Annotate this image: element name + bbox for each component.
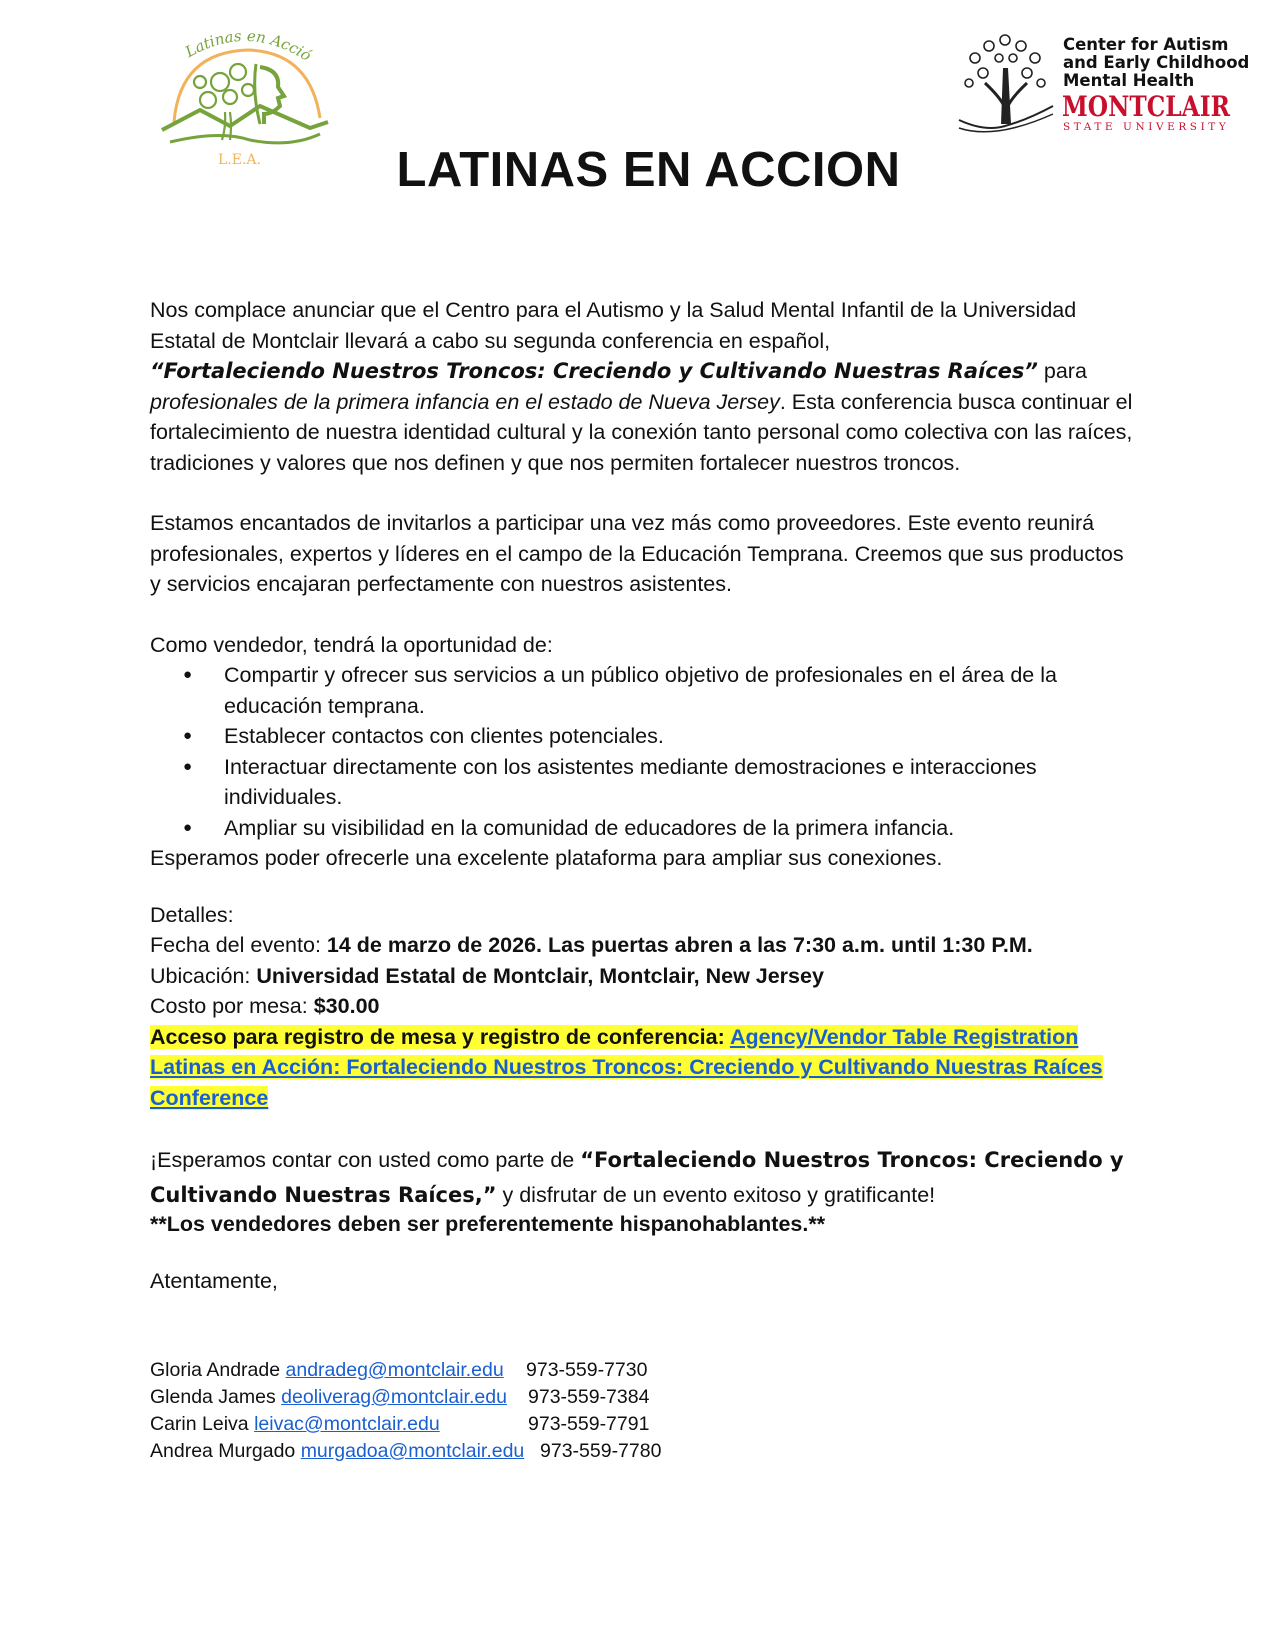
vendor-lead: Como vendedor, tendrá la oportunidad de: bbox=[150, 632, 553, 657]
intro-text-3: . Esta conferencia busca continuar el fortalecimiento de nuestra identidad cultural y la conexión tanto personal como colectiva con las raíces, tradiciones y valores que nos definen y que nos permiten fortalecer nuestros troncos. bbox=[150, 389, 1133, 475]
registration-label: Acceso para registro de mesa y registro de conferencia: bbox=[150, 1024, 730, 1049]
location-label: Ubicación: bbox=[150, 963, 257, 988]
cost-value: $30.00 bbox=[313, 994, 380, 1018]
contact-email[interactable]: deoliverag@montclair.edu bbox=[281, 1386, 507, 1408]
list-item: ● Ampliar su visibilidad en la comunidad de educadores de la primera infancia. bbox=[224, 813, 1135, 844]
contact-phone: 973-559-7780 bbox=[540, 1440, 662, 1462]
contact-phone: 973-559-7791 bbox=[528, 1413, 650, 1435]
vendor-language-note-text: **Los vendedores deben ser preferentemente hispanohablantes.** bbox=[150, 1212, 826, 1236]
registration-link[interactable]: Agency/Vendor Table Registration Latinas en Acción: Fortaleciendo Nuestros Troncos: Creciendo y Cultivando Nuestras Raíces Conference bbox=[150, 1024, 1103, 1110]
contact-row bbox=[150, 1384, 650, 1411]
details-heading: Detalles: bbox=[150, 902, 234, 927]
intro-paragraph bbox=[150, 295, 1135, 478]
contact-email[interactable]: andradeg@montclair.edu bbox=[285, 1359, 504, 1381]
logo-line-2: and Early Childhood bbox=[1063, 53, 1250, 72]
event-date bbox=[150, 930, 1135, 961]
intro-text-1: Nos complace anunciar que el Centro para el Autismo y la Salud Mental Infantil de la Universidad Estatal de Montclair llevará a cabo su segunda conferencia en español, bbox=[150, 298, 1077, 353]
intro-audience: profesionales de la primera infancia en el estado de Nueva Jersey bbox=[150, 389, 780, 414]
invite-paragraph: Estamos encantados de invitarlos a participar una vez más como proveedores. Este evento reunirá profesionales, expertos y líderes en el campo de la Educación Temprana. Creemos que sus productos y servicios encajaran perfectamente con nuestros asistentes. bbox=[150, 511, 1124, 596]
page-title: LATINAS EN ACCION bbox=[396, 143, 901, 197]
contact-row bbox=[150, 1411, 650, 1438]
intro-text-2: para bbox=[1037, 359, 1087, 383]
date-value: 14 de marzo de 2026. Las puertas abren a las 7:30 a.m. until 1:30 P.M. bbox=[326, 933, 1033, 957]
logo-sub-text: L.E.A. bbox=[218, 152, 261, 168]
contact-email[interactable]: murgadoa@montclair.edu bbox=[300, 1440, 525, 1462]
vendor-language-note bbox=[150, 1209, 1135, 1240]
contact-row bbox=[150, 1438, 662, 1465]
contact-name: Carin Leiva bbox=[150, 1413, 255, 1435]
contact-name: Glenda James bbox=[150, 1386, 282, 1408]
cost-label: Costo por mesa: bbox=[150, 994, 314, 1018]
closing-text-2: y disfrutar de un evento exitoso y gratificante! bbox=[496, 1183, 936, 1207]
contact-name: Gloria Andrade bbox=[150, 1359, 286, 1381]
contact-phone: 973-559-7384 bbox=[528, 1386, 650, 1408]
montclair-center-logo bbox=[955, 28, 1255, 138]
logo-arc-text: Latinas en Acció bbox=[182, 26, 315, 65]
list-item: ● Establecer contactos con clientes potenciales. bbox=[224, 721, 1135, 752]
letter-body bbox=[150, 295, 1135, 1296]
logo-line-3: Mental Health bbox=[1063, 71, 1195, 90]
logo-brand: MONTCLAIR bbox=[1062, 90, 1231, 123]
montclair-tree-logo-icon bbox=[955, 28, 1255, 138]
contact-row bbox=[150, 1357, 648, 1384]
signoff: Atentamente, bbox=[150, 1268, 278, 1293]
vendor-benefits-list bbox=[150, 660, 1135, 843]
table-cost bbox=[150, 991, 1135, 1022]
svg-text:Latinas en Acción bbox=[160, 22, 315, 65]
list-item: ● Compartir y ofrecer sus servicios a un público objetivo de profesionales en el área de la educación temprana. bbox=[224, 660, 1135, 721]
event-location bbox=[150, 961, 1135, 992]
contact-email[interactable]: leivac@montclair.edu bbox=[254, 1413, 440, 1435]
location-value: Universidad Estatal de Montclair, Montclair, New Jersey bbox=[256, 963, 824, 988]
contact-phone: 973-559-7730 bbox=[526, 1359, 648, 1381]
closing-paragraph bbox=[150, 1143, 1135, 1213]
vendor-closing: Esperamos poder ofrecerle una excelente plataforma para ampliar sus conexiones. bbox=[150, 846, 943, 870]
closing-conference-name: “Fortaleciendo Nuestros Troncos: Creciendo y Cultivando Nuestras Raíces,” bbox=[150, 1148, 1124, 1207]
logo-brand-sub: STATE UNIVERSITY bbox=[1063, 121, 1229, 133]
closing-text-1: ¡Esperamos contar con usted como parte de bbox=[150, 1148, 581, 1172]
list-item: ● Interactuar directamente con los asistentes mediante demostraciones e interacciones individuales. bbox=[224, 752, 1135, 813]
contacts-list bbox=[150, 1357, 662, 1465]
contact-name: Andrea Murgado bbox=[150, 1440, 301, 1462]
registration-line bbox=[150, 1022, 1135, 1114]
date-label: Fecha del evento: bbox=[150, 933, 327, 957]
conference-name: “Fortaleciendo Nuestros Troncos: Creciendo y Cultivando Nuestras Raíces” bbox=[150, 359, 1038, 383]
logo-line-1: Center for Autism bbox=[1063, 35, 1229, 54]
